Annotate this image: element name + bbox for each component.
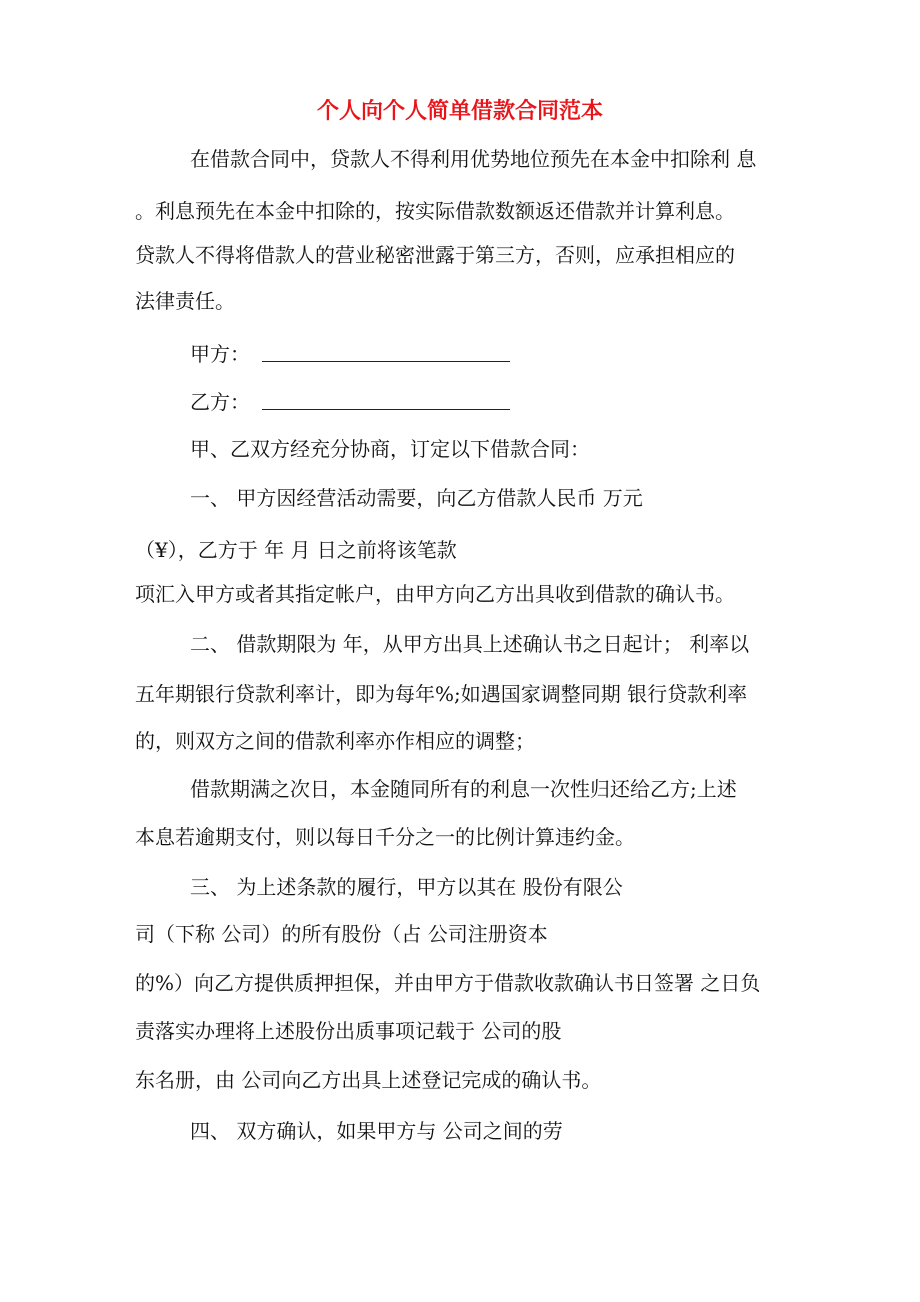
paragraph-line: 本息若逾期支付，则以每日千分之一的比例计算违约金。 [135,825,635,849]
paragraph-line: 贷款人不得将借款人的营业秘密泄露于第三方，否则，应承担相应的 [135,243,735,267]
party-a-blank-line [262,361,510,362]
paragraph-line: 甲、乙双方经充分协商，订定以下借款合同： [190,437,590,461]
paragraph-line: 的，则双方之间的借款利率亦作相应的调整； [135,729,535,753]
party-b-label: 乙方： [190,390,250,414]
paragraph-line: 借款期满之次日，本金随同所有的利息一次性归还给乙方;上述 [190,777,737,801]
paragraph-line: 司（下称 公司）的所有股份（占 公司注册资本 [135,922,548,946]
party-a-label: 甲方： [190,342,250,366]
paragraph-line: 法律责任。 [135,289,235,313]
paragraph-line: 在借款合同中，贷款人不得利用优势地位预先在本金中扣除利 息 [190,147,757,171]
paragraph-line: 一、 甲方因经营活动需要，向乙方借款人民币 万元 [190,486,643,510]
paragraph-line: 三、 为上述条款的履行，甲方以其在 股份有限公 [190,875,623,899]
paragraph-line: 责落实办理将上述股份出质事项记载于 公司的股 [135,1019,562,1043]
paragraph-line: 二、 借款期限为 年，从甲方出具上述确认书之日起计； 利率以 [190,632,750,656]
paragraph-line: 项汇入甲方或者其指定帐户，由甲方向乙方出具收到借款的确认书。 [135,582,735,606]
document-title: 个人向个人简单借款合同范本 [316,98,603,124]
paragraph-line: （¥），乙方于 年 月 日之前将该笔款 [135,538,457,562]
paragraph-line: 。利息预先在本金中扣除的，按实际借款数额返还借款并计算利息。 [135,199,735,223]
paragraph-line: 五年期银行贷款利率计，即为每年%;如遇国家调整同期 银行贷款利率 [135,682,748,706]
paragraph-line: 四、 双方确认，如果甲方与 公司之间的劳 [190,1119,563,1143]
paragraph-line: 的%）向乙方提供质押担保，并由甲方于借款收款确认书日签署 之日负 [135,971,761,995]
paragraph-line: 东名册，由 公司向乙方出具上述登记完成的确认书。 [135,1068,602,1092]
party-b-blank-line [262,409,510,410]
